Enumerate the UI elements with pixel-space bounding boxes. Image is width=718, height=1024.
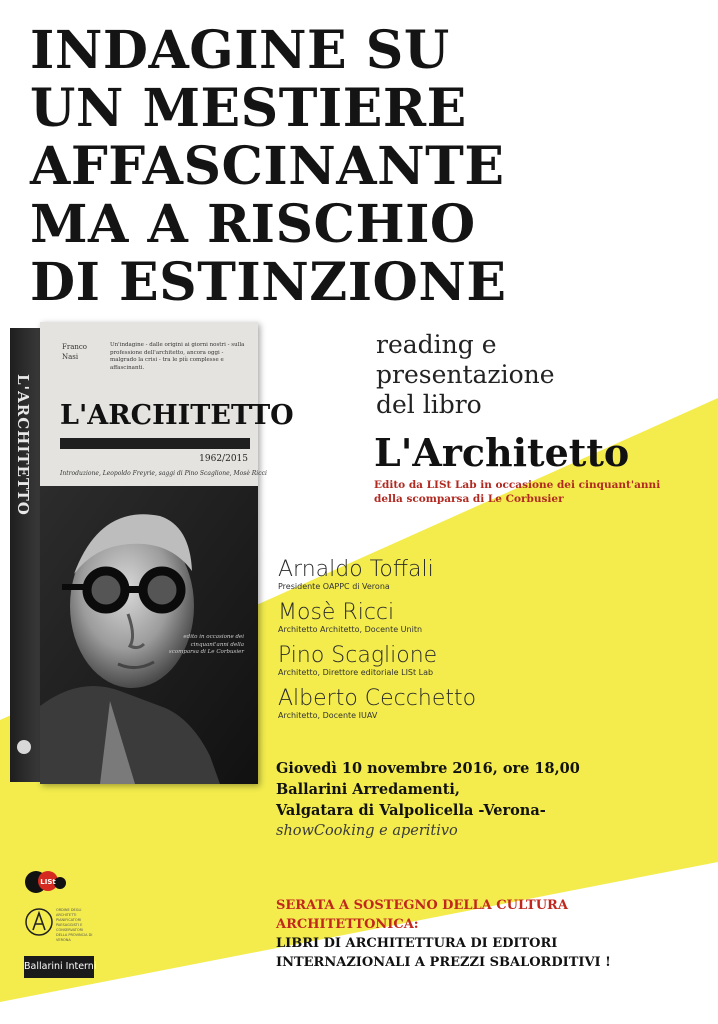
speaker [278, 644, 476, 678]
headline [30, 22, 507, 312]
book-subtitle: Introduzione, Leopoldo Freyrie, saggi di Pino Scaglione, Mosè Ricci [60, 470, 267, 477]
event-extra: showCooking e aperitivo [276, 823, 458, 839]
fundraiser-notice [276, 896, 611, 972]
book-spine [10, 328, 40, 782]
event-details [276, 758, 580, 842]
speaker-role: Presidente OAPPC di Verona [278, 582, 390, 591]
headline-line: MA A RISCHIO [30, 194, 476, 255]
list-lab-logo [24, 870, 68, 894]
headline-line: AFFASCINANTE [30, 136, 505, 197]
speaker-name: Alberto Cecchetto [278, 686, 477, 711]
architects-order-text: ORDINE DEGLI ARCHITETTI PIANIFICATORI PAESAGGISTI E CONSERVATORI DELLA PROVINCIA DI VERONA [56, 908, 93, 942]
speaker [278, 687, 476, 721]
speaker-role: Architetto Architetto, Docente Unitn [278, 625, 423, 634]
headline-line: DI ESTINZIONE [30, 252, 507, 313]
spine-logo-icon [17, 740, 31, 754]
speaker-name: Arnaldo Toffali [278, 557, 434, 582]
book-author: Franco Nasi [62, 343, 88, 361]
publisher-note-line: della scomparsa di Le Corbusier [374, 493, 564, 505]
speaker-role: Architetto, Direttore editoriale LISt Lab [278, 668, 434, 677]
presentation-intro [376, 330, 555, 420]
intro-line: del libro [376, 390, 482, 419]
speakers-list [278, 558, 476, 730]
book-front-cover [40, 322, 294, 784]
speaker-role: Architetto, Docente IUAV [278, 711, 378, 720]
book-title: L'Architetto [374, 430, 630, 475]
book-cover-image [10, 322, 294, 784]
event-venue: Ballarini Arredamenti, [276, 781, 460, 798]
fundraiser-line: LIBRI DI ARCHITETTURA DI EDITORI [276, 936, 558, 951]
publisher-note [374, 478, 660, 506]
cover-title-bar [60, 438, 250, 449]
book-years: 1962/2015 [199, 454, 248, 464]
intro-line: presentazione [376, 360, 555, 389]
speaker-name: Pino Scaglione [278, 643, 438, 668]
event-date: Giovedì 10 novembre 2016, ore 18,00 [276, 760, 580, 777]
headline-line: UN MESTIERE [30, 78, 467, 139]
speaker [278, 558, 476, 592]
speaker [278, 601, 476, 635]
event-place: Valgatara di Valpolicella -Verona- [276, 802, 546, 819]
intro-line: reading e [376, 330, 497, 359]
headline-line: INDAGINE SU [30, 20, 450, 81]
book-cover-title: L'ARCHITETTO [60, 400, 294, 431]
book-spine-title: L'ARCHITETTO [14, 374, 32, 516]
fundraiser-line: ARCHITETTONICA: [276, 917, 419, 932]
publisher-note-line: Edito da LISt Lab in occasione dei cinquant'anni [374, 479, 661, 491]
fundraiser-line: INTERNAZIONALI A PREZZI SBALORDITIVI ! [276, 955, 611, 970]
list-logo-text: LISt [40, 878, 56, 886]
ballarini-interni-logo: Ballarini Interni [24, 956, 94, 978]
speaker-name: Mosè Ricci [278, 600, 395, 625]
book-cover-caption: edito in occasione dei cinquant'anni della scomparsa di Le Corbusier [168, 634, 244, 655]
fundraiser-line: SERATA A SOSTEGNO DELLA CULTURA [276, 898, 568, 913]
book-blurb: Un'indagine - dalle origini ai giorni nostri - sulla professione dell'architetto, ancora oggi - malgrado la crisi - tra le più complesse e affascinanti. [110, 342, 245, 371]
